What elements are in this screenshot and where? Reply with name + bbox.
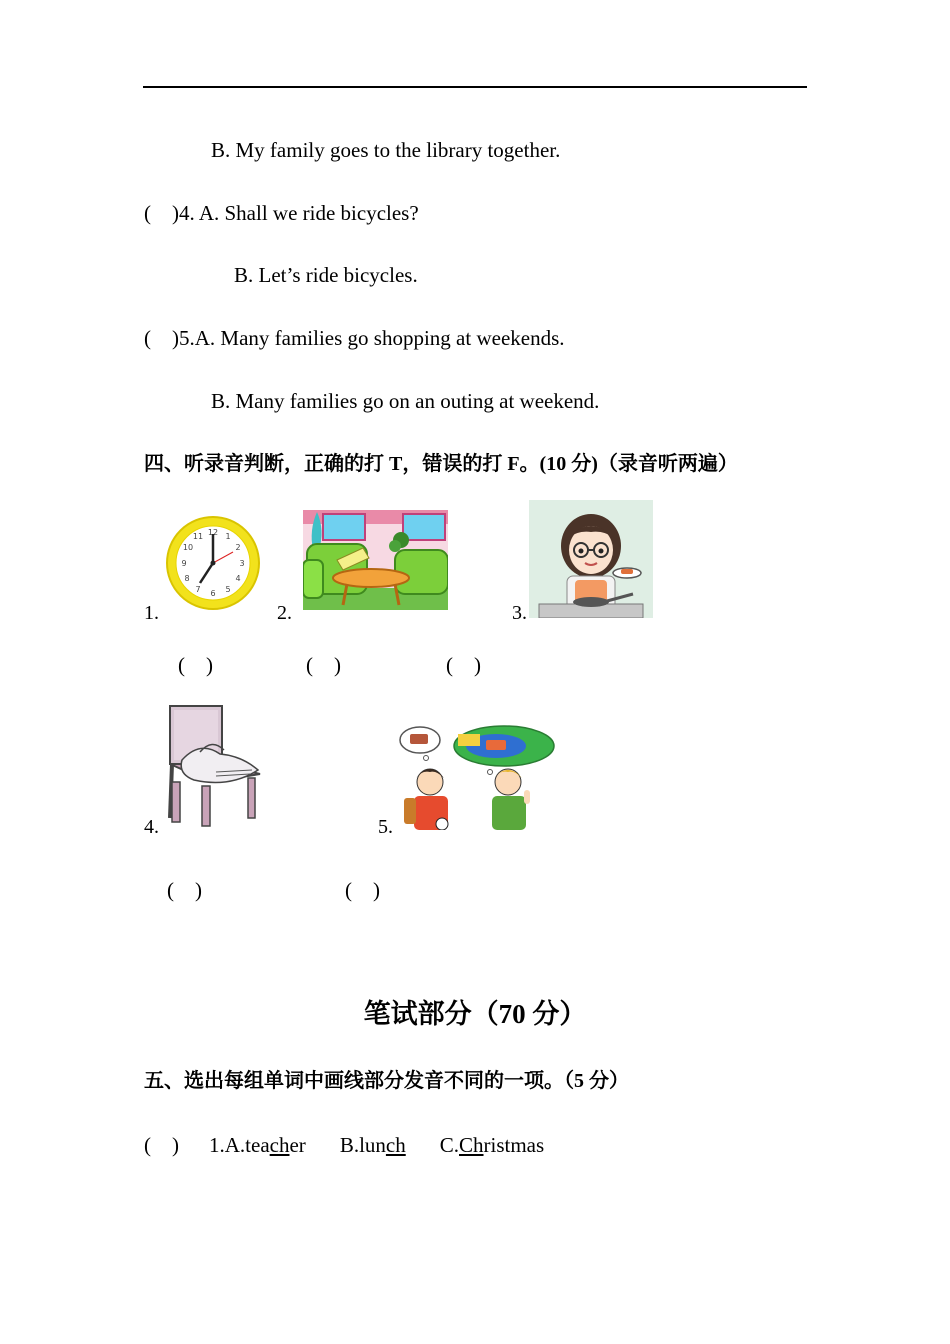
written-section-title: 笔试部分（70 分）	[363, 999, 587, 1029]
item-number-4: 4.	[144, 816, 159, 838]
option-a: 1.A.teacher	[209, 1133, 306, 1157]
q4-option-b: B. Let’s ride bicycles.	[234, 263, 418, 287]
q5-option-a: ( )5.A. Many families go shopping at weekends.	[144, 326, 565, 350]
item-number-3: 3.	[512, 602, 527, 624]
answer-blank-5[interactable]: ( )	[345, 878, 380, 902]
svg-text:1: 1	[225, 532, 231, 541]
svg-text:11: 11	[192, 532, 204, 541]
section5-heading: 五、选出每组单词中画线部分发音不同的一项。（5 分）	[144, 1070, 629, 1092]
living-room-icon	[303, 510, 448, 610]
answer-blank-1[interactable]: ( )	[178, 653, 213, 677]
svg-text:7: 7	[195, 585, 201, 594]
svg-text:6: 6	[210, 589, 216, 598]
clothes-on-chair-icon	[160, 700, 268, 828]
q3-option-b: B. My family goes to the library together.	[211, 138, 561, 162]
woman-cooking-icon	[529, 500, 653, 618]
svg-text:9: 9	[181, 559, 187, 568]
item-number-2: 2.	[277, 602, 292, 624]
q5-option-b: B. Many families go on an outing at weekend.	[211, 389, 600, 413]
answer-blank-3[interactable]: ( )	[446, 653, 481, 677]
section5-q1	[144, 1132, 544, 1158]
clock-icon	[163, 512, 263, 614]
answer-blank-4[interactable]: ( )	[167, 878, 202, 902]
underlined-part-a: ch	[269, 1133, 290, 1157]
underlined-part-b: ch	[385, 1133, 406, 1157]
svg-text:4: 4	[235, 574, 241, 583]
header-rule	[143, 86, 807, 88]
q4-option-a: ( )4. A. Shall we ride bicycles?	[144, 201, 419, 225]
item-number-5: 5.	[378, 816, 393, 838]
svg-text:12: 12	[207, 528, 219, 537]
svg-text:10: 10	[182, 543, 194, 552]
svg-text:8: 8	[184, 574, 190, 583]
answer-blank-s5-1[interactable]: ( )	[144, 1133, 179, 1157]
boys-thinking-icon	[396, 724, 558, 830]
item-number-1: 1.	[144, 602, 159, 624]
svg-text:5: 5	[225, 585, 231, 594]
option-b: B.lunch	[339, 1133, 406, 1157]
option-c: C.Christmas	[439, 1133, 545, 1157]
answer-blank-2[interactable]: ( )	[306, 653, 341, 677]
svg-text:2: 2	[235, 543, 241, 552]
svg-text:3: 3	[239, 559, 245, 568]
underlined-part-c: Ch	[459, 1133, 484, 1157]
section4-heading: 四、听录音判断，正确的打 T，错误的打 F。(10 分)（录音听两遍）	[144, 453, 738, 475]
